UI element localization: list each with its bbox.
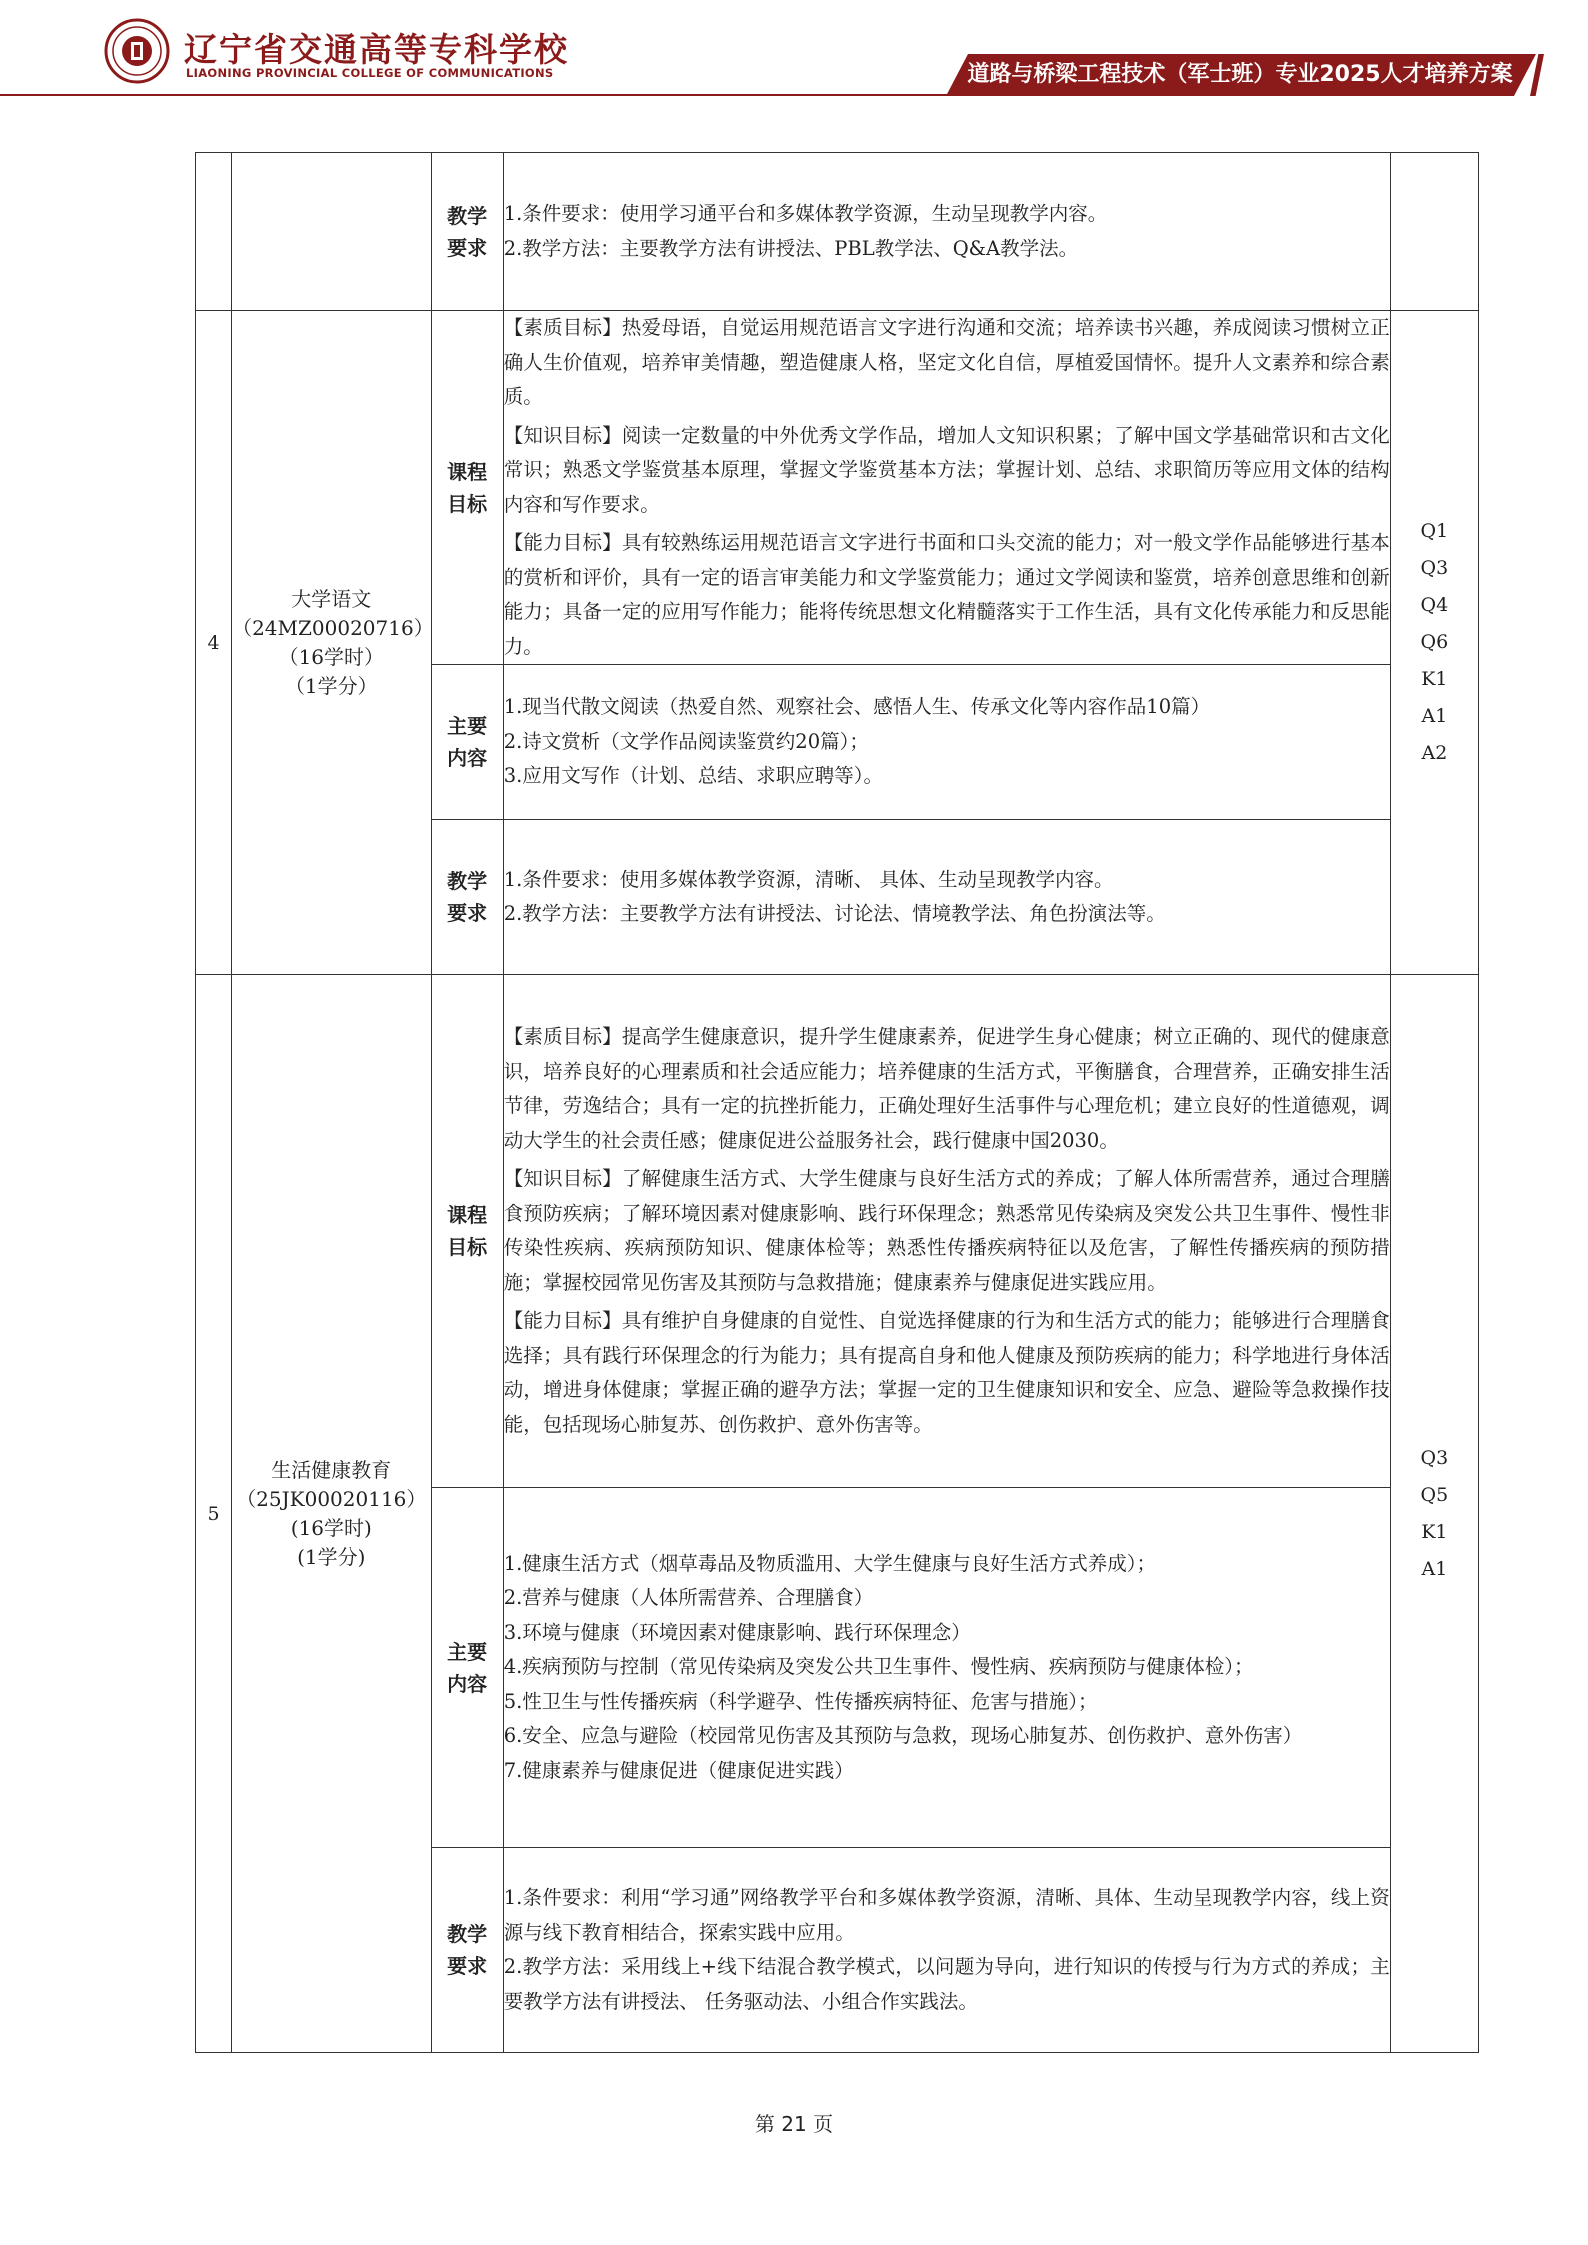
content-item: 2.诗文赏析（文学作品阅读鉴赏约20篇）； <box>503 729 869 753</box>
main-content-cell <box>503 665 1390 820</box>
school-name-en: LIAONING PROVINCIAL COLLEGE OF COMMUNICATIONS <box>186 66 554 80</box>
indicator: Q3 <box>1420 1446 1449 1469</box>
program-title: 道路与桥梁工程技术（军士班）专业2025人才培养方案 <box>967 62 1513 87</box>
indicator-cell <box>1390 975 1478 2053</box>
label-text: 教学 要求 <box>447 1922 488 1978</box>
content-item: 2.营养与健康（人体所需营养、合理膳食） <box>503 1586 874 1610</box>
school-name-cn: 辽宁省交通高等专科学校 <box>184 30 569 69</box>
label-main-content <box>431 665 503 820</box>
label-main-content <box>431 1488 503 1848</box>
content-item: 3.环境与健康（环境因素对健康影响、践行环保理念） <box>503 1620 971 1644</box>
course-hours: （16学时） <box>278 644 385 669</box>
goal-quality: 【素质目标】热爱母语，自觉运用规范语言文字进行沟通和交流；培养读书兴趣，养成阅读习惯树立正确人生价值观，培养审美情趣，塑造健康人格，坚定文化自信，厚植爱国情怀。提升人文素养和综合素质。 <box>503 316 1390 408</box>
content-item: 1.健康生活方式（烟草毒品及物质滥用、大学生健康与良好生活方式养成）； <box>503 1551 1157 1575</box>
content-item: 5.性卫生与性传播疾病（科学避孕、性传播疾病特征、危害与措施）； <box>503 1689 1098 1713</box>
content-item: 1.现当代散文阅读（热爱自然、观察社会、感悟人生、传承文化等内容作品10篇） <box>503 695 1211 719</box>
header-divider <box>0 94 1000 96</box>
teaching-req-cell <box>503 820 1390 975</box>
label-course-goal <box>431 311 503 665</box>
indicator: Q4 <box>1420 594 1449 616</box>
content-item: 6.安全、应急与避险（校园常见伤害及其预防与急救，现场心肺复苏、创伤救护、意外伤害） <box>503 1724 1303 1748</box>
label-text: 主要 内容 <box>447 1639 488 1696</box>
course-code: （24MZ00020716） <box>232 615 434 640</box>
indicator: Q3 <box>1420 557 1449 579</box>
indicator: A1 <box>1421 705 1448 727</box>
label-text: 课程 目标 <box>447 459 488 516</box>
course-name-cell <box>232 153 431 311</box>
course-goal-cell <box>503 975 1390 1488</box>
page-header <box>0 0 1588 110</box>
label-teaching-req <box>431 820 503 975</box>
course-code: （25JK00020116） <box>236 1486 427 1511</box>
indicator-cell <box>1390 311 1478 975</box>
row-number: 5 <box>196 975 232 2053</box>
content-item: 7.健康素养与健康促进（健康促进实践） <box>503 1758 854 1782</box>
row-number <box>196 153 232 311</box>
course-hours: (16学时) <box>290 1515 372 1540</box>
label-text: 教学 要求 <box>447 869 488 925</box>
row-number: 4 <box>196 311 232 975</box>
goal-quality: 【素质目标】提高学生健康意识，提升学生健康素养，促进学生身心健康；树立正确的、现代的健康意识，培养良好的心理素质和社会适应能力；培养健康的生活方式，平衡膳食，合理营养，正确安排生活节律，劳逸结合；具有一定的抗挫折能力，正确处理好生活事件与心理危机；建立良好的性道德观，调动大学生的社会责任感；健康促进公益服务社会，践行健康中国2030。 <box>503 1025 1390 1152</box>
table-row <box>196 975 1479 1488</box>
indicator: A2 <box>1421 742 1448 764</box>
label-text: 课程 目标 <box>447 1203 488 1259</box>
req-item: 2.教学方法：主要教学方法有讲授法、讨论法、情境教学法、角色扮演法等。 <box>503 902 1166 925</box>
req-item: 1.条件要求：使用多媒体教学资源，清晰、 具体、生动呈现教学内容。 <box>503 867 1114 891</box>
content-item: 3.应用文写作（计划、总结、求职应聘等）。 <box>503 764 884 788</box>
indicator: Q1 <box>1420 520 1449 542</box>
main-content-cell <box>503 1488 1390 1848</box>
req-item: 2.教学方法：主要教学方法有讲授法、PBL教学法、Q&A教学法。 <box>503 236 1079 260</box>
req-item: 1.条件要求：利用“学习通”网络教学平台和多媒体教学资源，清晰、具体、生动呈现教学内容，线上资源与线下教育相结合，探索实践中应用。 <box>503 1886 1390 1944</box>
course-table <box>195 152 1479 2053</box>
indicator: K1 <box>1421 668 1448 690</box>
indicator-cell <box>1390 153 1478 311</box>
indicator: Q6 <box>1420 631 1449 653</box>
table-row <box>196 311 1479 665</box>
goal-ability: 【能力目标】具有较熟练运用规范语言文字进行书面和口头交流的能力；对一般文学作品能够进行基本的赏析和评价，具有一定的语言审美能力和文学鉴赏能力；通过文学阅读和鉴赏，培养创意思维和创新能力；具备一定的应用写作能力；能将传统思想文化精髓落实于工作生活，具有文化传承能力和反思能力。 <box>503 531 1390 658</box>
goal-knowledge: 【知识目标】了解健康生活方式、大学生健康与良好生活方式的养成；了解人体所需营养，通过合理膳食预防疾病；了解环境因素对健康影响、践行环保理念；熟悉常见传染病及突发公共卫生事件、慢性非传染性疾病、疾病预防知识、健康体检等；熟悉性传播疾病特征以及危害，了解性传播疾病的预防措施；掌握校园常见伤害及其预防与急救措施；健康素养与健康促进实践应用。 <box>503 1167 1390 1294</box>
goal-ability: 【能力目标】具有维护自身健康的自觉性、自觉选择健康的行为和生活方式的能力；能够进行合理膳食选择；具有践行环保理念的行为能力；具有提高自身和他人健康及预防疾病的能力；科学地进行身体活动，增进身体健康；掌握正确的避孕方法；掌握一定的卫生健康知识和安全、应急、避险等急救操作技能，包括现场心肺复苏、创伤救护、意外伤害等。 <box>503 1309 1390 1436</box>
goal-knowledge: 【知识目标】阅读一定数量的中外优秀文学作品，增加人文知识积累；了解中国文学基础常识和古文化常识；熟悉文学鉴赏基本原理，掌握文学鉴赏基本方法；掌握计划、总结、求职简历等应用文体的结构内容和写作要求。 <box>503 423 1390 516</box>
indicator: A1 <box>1421 1557 1448 1580</box>
label-text: 主要 内容 <box>447 714 488 770</box>
course-credits: (1学分) <box>297 1544 366 1569</box>
course-credits: （1学分） <box>284 673 378 698</box>
course-name-cell <box>232 975 431 2053</box>
school-logo-icon <box>104 18 170 84</box>
course-name-cell <box>232 311 434 975</box>
label-teaching-req <box>431 153 503 311</box>
label-teaching-req <box>431 1848 503 2053</box>
label-course-goal <box>431 975 503 1488</box>
indicator: Q5 <box>1420 1483 1449 1506</box>
req-item: 1.条件要求：使用学习通平台和多媒体教学资源，生动呈现教学内容。 <box>503 202 1108 225</box>
req-item: 2.教学方法：采用线上+线下结混合教学模式，以问题为导向，进行知识的传授与行为方式的养成；主要教学方法有讲授法、 任务驱动法、小组合作实践法。 <box>503 1955 1390 2013</box>
content-item: 4.疾病预防与控制（常见传染病及突发公共卫生事件、慢性病、疾病预防与健康体检）； <box>503 1655 1254 1679</box>
course-name: 大学语文 <box>291 586 372 611</box>
indicator: K1 <box>1421 1520 1448 1543</box>
table-row <box>196 153 1479 311</box>
teaching-req-cell <box>503 153 1390 311</box>
course-goal-cell <box>503 311 1390 665</box>
label-text: 教学 要求 <box>447 203 488 260</box>
teaching-req-cell <box>503 1848 1390 2053</box>
course-name: 生活健康教育 <box>271 1457 392 1482</box>
page-number: 第 21 页 <box>754 2112 834 2136</box>
